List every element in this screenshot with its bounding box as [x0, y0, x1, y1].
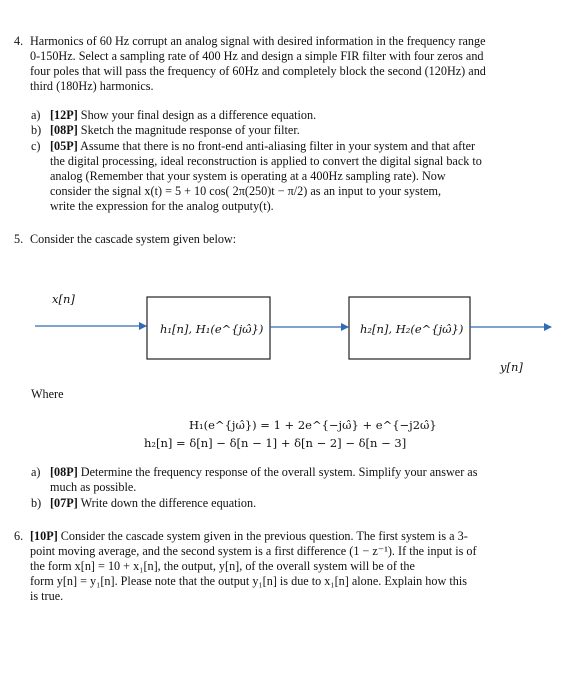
- q5-part-a-points: [08P]: [50, 465, 78, 479]
- q5-part-b-points: [07P]: [50, 496, 78, 510]
- q6-points: [10P]: [30, 529, 58, 543]
- q4-line-1: Harmonics of 60 Hz corrupt an analog signal with desired information in the frequency range: [30, 34, 486, 48]
- q4-line-2: 0-150Hz. Select a sampling rate of 400 Hz and design a simple FIR filter with four zeros and: [30, 49, 484, 63]
- q4-part-b-text: Sketch the magnitude response of your filter.: [80, 123, 300, 137]
- q6-line-1: [30, 529, 468, 544]
- q6-line-2: point moving average, and the second system is a first difference (1 − z⁻¹). If the input is of: [30, 544, 477, 558]
- q5-part-b-text: Write down the difference equation.: [80, 496, 257, 510]
- q6-number: 6.: [14, 529, 24, 543]
- q5-part-a-line-2: much as possible.: [50, 480, 137, 494]
- q4-line-3: four poles that will pass the frequency of 60Hz and completely block the second (120Hz) and: [30, 64, 486, 78]
- q5-part-b-letter: b): [31, 496, 42, 510]
- q4-part-c-line-4: consider the signal x(t) = 5 + 10 cos( 2π(250)t − π/2) as an input to your system,: [50, 184, 442, 198]
- equation-H1: H₁(e^{jω̂}) = 1 + 2e^{−jω̂} + e^{−j2ω̂}: [189, 418, 437, 432]
- where-label: Where: [31, 387, 64, 401]
- q6-line-5: is true.: [30, 589, 64, 603]
- q6-text: Consider the cascade system given in the previous question. The first system is a 3-: [60, 529, 468, 543]
- q4-part-c-points: [05P]: [50, 139, 78, 153]
- q4-part-a: [50, 108, 316, 123]
- q4-part-a-text: Show your final design as a difference equation.: [80, 108, 317, 122]
- q5-part-a-text: Determine the frequency response of the overall system. Simplify your answer as: [80, 465, 478, 479]
- q5-part-a-line-1: [50, 465, 477, 480]
- q5-part-b: [50, 496, 256, 511]
- q4-part-c-line-1: [50, 139, 475, 154]
- q4-part-b-points: [08P]: [50, 123, 78, 137]
- q6-line-4: form y[n] = y₁[n]. Please note that the output y₁[n] is due to x₁[n] alone. Explain how this: [30, 574, 467, 588]
- q4-part-b-letter: b): [31, 123, 42, 137]
- block-1-label: h₁[n], H₁(e^{jω̂}): [160, 322, 264, 336]
- q4-part-a-letter: a): [31, 108, 41, 122]
- q4-line-4: third (180Hz) harmonics.: [30, 79, 154, 93]
- q4-number: 4.: [14, 34, 24, 48]
- input-label: x[n]: [52, 292, 75, 306]
- q6-line-3: the form x[n] = 10 + x₁[n], the output, y[n], of the overall system will be of the: [30, 559, 415, 573]
- q4-part-c-letter: c): [31, 139, 41, 153]
- q4-part-a-points: [12P]: [50, 108, 78, 122]
- q5-part-a-letter: a): [31, 465, 41, 479]
- q4-part-c-text: Assume that there is no front-end anti-aliasing filter in your system and that after: [80, 139, 476, 153]
- q5-intro: Consider the cascade system given below:: [30, 232, 237, 246]
- block-2-label: h₂[n], H₂(e^{jω̂}): [360, 322, 464, 336]
- output-label: y[n]: [500, 360, 523, 374]
- q5-number: 5.: [14, 232, 24, 246]
- q4-part-c-line-2: the digital processing, ideal reconstruction is applied to convert the digital signal back to: [50, 154, 482, 168]
- q4-part-c-line-3: analog (Remember that your system is operating at a 400Hz sampling rate). Now: [50, 169, 446, 183]
- q4-part-c-line-5: write the expression for the analog outputy(t).: [50, 199, 274, 213]
- q4-part-b: [50, 123, 300, 138]
- equation-h2: h₂[n] = δ[n] − δ[n − 1] + δ[n − 2] − δ[n − 3]: [144, 436, 407, 450]
